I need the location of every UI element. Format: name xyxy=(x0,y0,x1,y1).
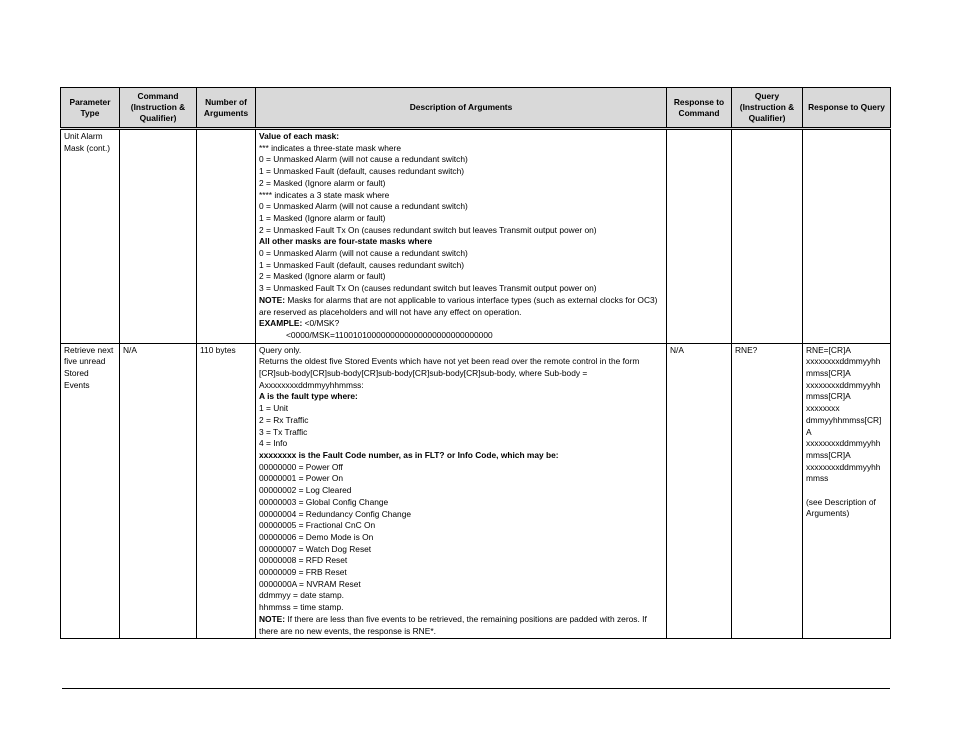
desc-example xyxy=(259,318,663,330)
desc-line: 00000004 = Redundancy Config Change xyxy=(259,508,412,519)
response-line: (see Description of Arguments) xyxy=(806,496,876,519)
desc-line: 0 = Unmasked Alarm (will not cause a redundant switch) xyxy=(259,201,468,212)
desc-line: *** indicates a three-state mask where xyxy=(259,142,401,153)
response-line: mmss[CR]A xyxy=(806,368,851,379)
cell-response-to-command xyxy=(667,129,732,344)
desc-line: 00000005 = Fractional CnC On xyxy=(259,520,376,531)
response-line: xxxxxxxxddmmyyhh xyxy=(806,379,881,390)
desc-line: 00000001 = Power On xyxy=(259,473,344,484)
desc-line: 00000007 = Watch Dog Reset xyxy=(259,543,372,554)
desc-line: 1 = Unmasked Fault (default, causes redundant switch) xyxy=(259,166,465,177)
desc-line: ddmmyy = date stamp. xyxy=(259,590,344,601)
header-query: Query (Instruction & Qualifier) xyxy=(732,88,803,129)
example-label: EXAMPLE: xyxy=(259,318,303,329)
note-label: NOTE: xyxy=(259,613,286,624)
cell-number-of-arguments: 110 bytes xyxy=(197,343,256,639)
desc-line: Query only. xyxy=(259,344,302,355)
desc-line: 1 = Unmasked Fault (default, causes redundant switch) xyxy=(259,259,465,270)
desc-line: 00000008 = RFD Reset xyxy=(259,555,348,566)
desc-line: 2 = Masked (Ignore alarm or fault) xyxy=(259,177,386,188)
note-label: NOTE: xyxy=(259,294,286,305)
desc-line: **** indicates a 3 state mask where xyxy=(259,189,390,200)
desc-line: 1 = Masked (Ignore alarm or fault) xyxy=(259,212,386,223)
note-text: Masks for alarms that are not applicable to various interface types (such as external clocks for OC3) are reserved as placeholders and will not have any effect on operation. xyxy=(259,294,658,317)
header-row xyxy=(61,88,891,129)
cell-query xyxy=(732,129,803,344)
example-response: <0000/MSK=1100101000000000000000000000000000 xyxy=(286,329,493,340)
desc-line: 0 = Unmasked Alarm (will not cause a redundant switch) xyxy=(259,154,468,165)
desc-line: 3 = Unmasked Fault Tx On (causes redundant switch but leaves Transmit output power on) xyxy=(259,283,597,294)
example-command: <0/MSK? xyxy=(302,318,340,329)
header-command: Command (Instruction & Qualifier) xyxy=(120,88,197,129)
desc-line: A is the fault type where: xyxy=(259,391,358,402)
cell-description xyxy=(256,343,667,639)
cell-query: RNE? xyxy=(732,343,803,639)
desc-line: hhmmss = time stamp. xyxy=(259,602,344,613)
desc-line: xxxxxxxx is the Fault Code number, as in FLT? or Info Code, which may be: xyxy=(259,449,559,460)
table-row-retrieve-events xyxy=(61,343,891,639)
desc-line: 0000000A = NVRAM Reset xyxy=(259,578,361,589)
response-line: mmss[CR]A xyxy=(806,391,851,402)
cell-response-to-query xyxy=(803,129,891,344)
desc-line: 00000009 = FRB Reset xyxy=(259,567,347,578)
response-line: RNE=[CR]A xyxy=(806,344,851,355)
cell-description xyxy=(256,129,667,344)
response-line: mmss[CR]A xyxy=(806,449,851,460)
response-line: xxxxxxxxddmmyyhh xyxy=(806,356,881,367)
cell-command xyxy=(120,129,197,344)
header-response-to-command: Response to Command xyxy=(667,88,732,129)
desc-line: Returns the oldest five Stored Events which have not yet been read over the remote control in the form [CR]sub-body[CR]sub-body[CR]sub-body[CR]sub-body[CR]sub-body, where Sub-body = Axxxxxxxxddmmyyhhmmss: xyxy=(259,356,640,390)
cell-parameter-type: Unit Alarm Mask (cont.) xyxy=(61,129,120,344)
response-line: xxxxxxxxddmmyyhh xyxy=(806,461,881,472)
desc-line: 00000006 = Demo Mode is On xyxy=(259,531,374,542)
cell-number-of-arguments xyxy=(197,129,256,344)
desc-line: 0 = Unmasked Alarm (will not cause a redundant switch) xyxy=(259,248,468,259)
desc-line: 3 = Tx Traffic xyxy=(259,426,308,437)
response-line: xxxxxxxx xyxy=(806,403,840,414)
note-text: If there are less than five events to be retrieved, the remaining positions are padded with zeros. If there are no new events, the response is RNE*. xyxy=(259,613,647,636)
command-table xyxy=(60,87,891,639)
desc-line: 2 = Masked (Ignore alarm or fault) xyxy=(259,271,386,282)
header-response-to-query: Response to Query xyxy=(803,88,891,129)
cell-parameter-type: Retrieve next five unread Stored Events xyxy=(61,343,120,639)
desc-line: All other masks are four-state masks where xyxy=(259,236,433,247)
desc-line: Value of each mask: xyxy=(259,131,340,141)
desc-line: 00000000 = Power Off xyxy=(259,461,343,472)
desc-line: 4 = Info xyxy=(259,438,288,449)
spacer xyxy=(806,485,887,497)
response-line: A xyxy=(806,426,812,437)
response-line: dmmyyhhmmss[CR] xyxy=(806,414,882,425)
footer-divider xyxy=(62,688,890,689)
cell-response-to-command: N/A xyxy=(667,343,732,639)
header-description: Description of Arguments xyxy=(256,88,667,129)
desc-line: 2 = Rx Traffic xyxy=(259,414,309,425)
cell-response-to-query xyxy=(803,343,891,639)
header-parameter-type: Parameter Type xyxy=(61,88,120,129)
desc-line: 00000002 = Log Cleared xyxy=(259,485,352,496)
desc-line: 00000003 = Global Config Change xyxy=(259,496,389,507)
response-line: xxxxxxxxddmmyyhh xyxy=(806,438,881,449)
table-row-unit-alarm-mask xyxy=(61,129,891,344)
cell-command: N/A xyxy=(120,343,197,639)
desc-note xyxy=(259,614,663,637)
desc-line: 2 = Unmasked Fault Tx On (causes redundant switch but leaves Transmit output power on) xyxy=(259,224,597,235)
desc-line: 1 = Unit xyxy=(259,403,289,414)
response-line: mmss xyxy=(806,473,829,484)
header-number-of-arguments: Number of Arguments xyxy=(197,88,256,129)
desc-note xyxy=(259,295,663,318)
